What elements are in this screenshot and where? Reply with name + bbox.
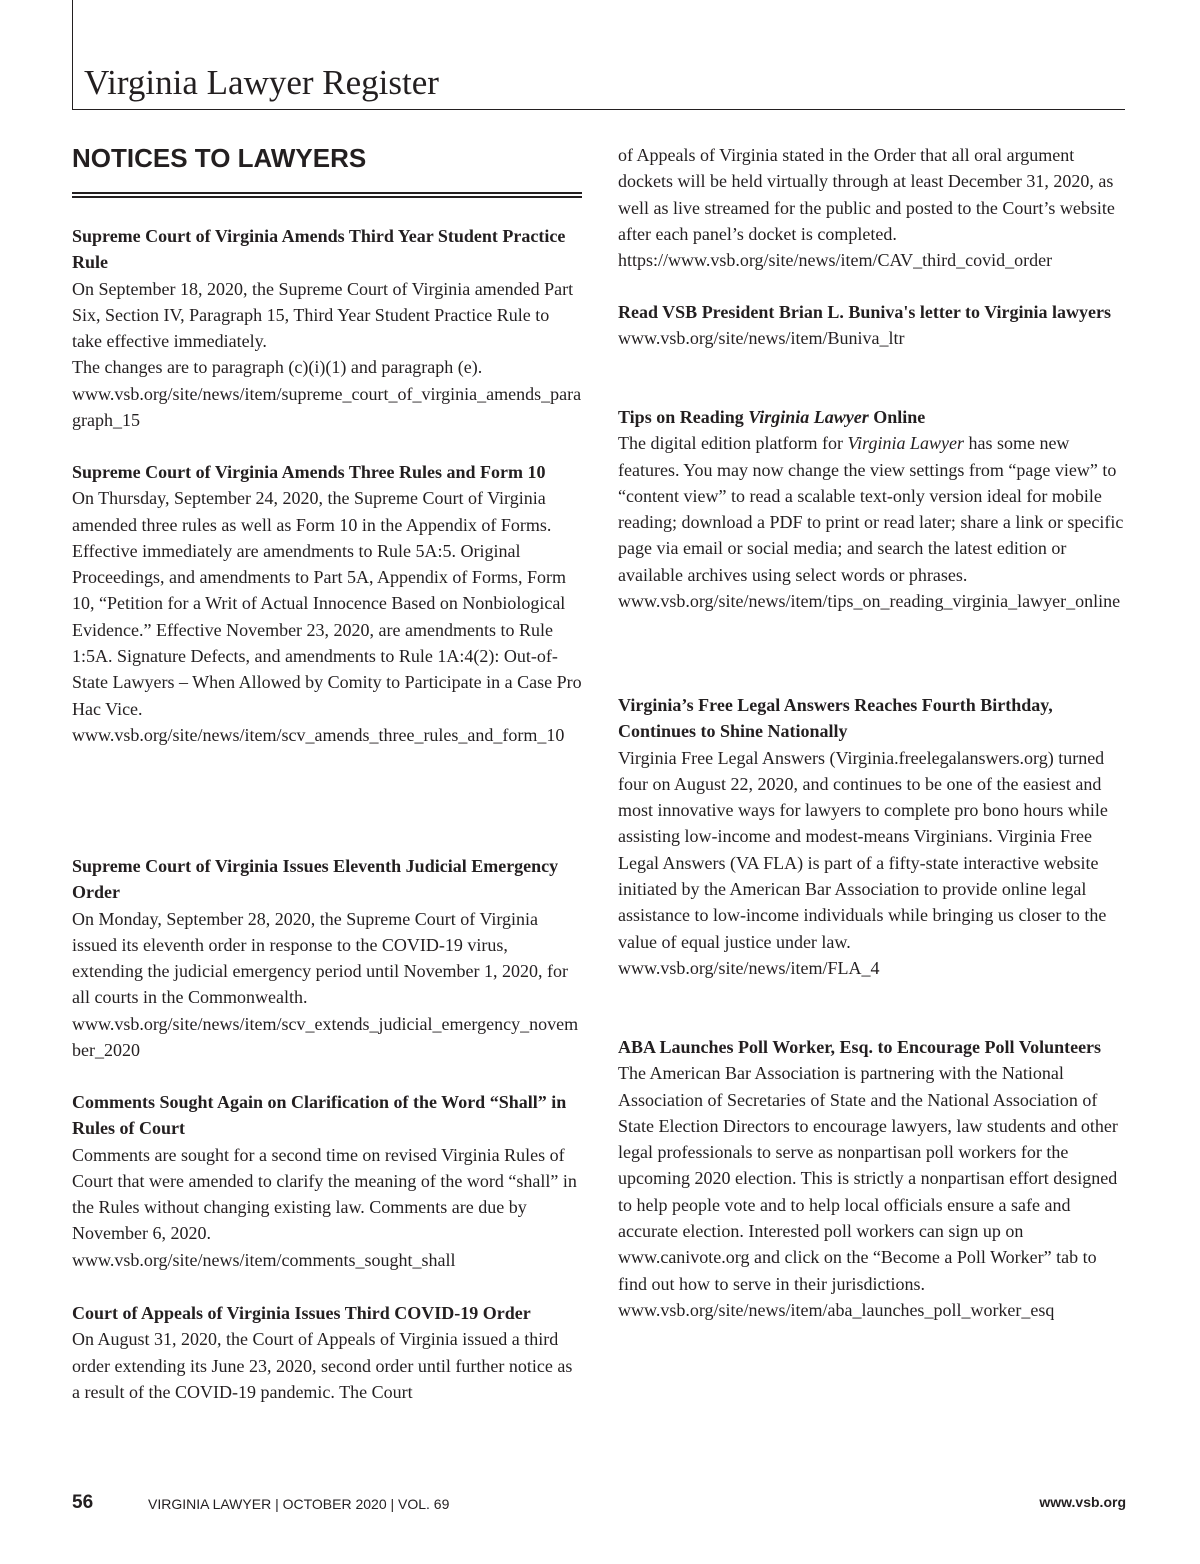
article-cav-third-covid-order-continued [618, 142, 1126, 273]
article-third-year-practice-rule [72, 223, 582, 433]
article-body: Comments are sought for a second time on revised Virginia Rules of Court that were amended to clarify the meaning of the word “shall” in the Rules without changing existing law. Comments are due by November 6, 2020. [72, 1144, 577, 1244]
article-title: Comments Sought Again on Clarification of the Word “Shall” in Rules of Court [72, 1092, 567, 1139]
notices-title: NOTICES TO LAWYERS [72, 143, 367, 173]
article-title: Supreme Court of Virginia Amends Three Rules and Form 10 [72, 462, 546, 482]
article-title: Tips on Reading Virginia Lawyer Online [618, 407, 926, 427]
article-link[interactable]: www.vsb.org/site/news/item/FLA_4 [618, 957, 880, 978]
article-link[interactable]: www.vsb.org/site/news/item/scv_extends_judicial_emergency_november_2020 [72, 1013, 579, 1061]
publication-info: VIRGINIA LAWYER | OCTOBER 2020 | VOL. 69 [148, 1496, 450, 1512]
article-buniva-letter [618, 299, 1126, 352]
article-link[interactable]: https://www.vsb.org/site/news/item/CAV_third_covid_order [618, 250, 1053, 271]
article-link[interactable]: www.vsb.org/site/news/item/tips_on_reading_virginia_lawyer_online [618, 591, 1121, 612]
article-body: The changes are to paragraph (c)(i)(1) and paragraph (e). [72, 357, 483, 378]
article-link[interactable]: www.vsb.org/site/news/item/supreme_court_of_virginia_amends_paragraph_15 [72, 383, 582, 431]
article-title: Virginia’s Free Legal Answers Reaches Fourth Birthday, Continues to Shine Nationally [618, 695, 1053, 742]
article-aba-poll-worker [618, 1034, 1126, 1323]
article-body: Effective immediately are amendments to Rule 5A:5. Original Proceedings, and amendments to Part 5A, Appendix of Forms, Form 10, “Petition for a Writ of Actual Innocence Based on Nonbiological Evidence.” Effective November 23, 2020, are amendments to Rule 1:5A. Signature Defects, and amendments to Rule 1A:4(2): Out-of-State Lawyers – When Allowed by Comity to Participate in a Case Pro Hac Vice. [72, 540, 582, 719]
article-link[interactable]: www.vsb.org/site/news/item/comments_sought_shall [72, 1249, 456, 1270]
article-body: On Thursday, September 24, 2020, the Supreme Court of Virginia amended three rules as well as Form 10 in the Appendix of Forms. [72, 488, 552, 535]
article-body: On August 31, 2020, the Court of Appeals of Virginia issued a third order extending its June 23, 2020, second order until further notice as a result of the COVID-19 pandemic. The Court [72, 1329, 573, 1402]
article-three-rules-form-10 [72, 459, 582, 748]
article-eleventh-emergency-order [72, 853, 582, 1063]
article-link[interactable]: www.vsb.org/site/news/item/aba_launches_poll_worker_esq [618, 1299, 1055, 1320]
article-link[interactable]: www.vsb.org/site/news/item/Buniva_ltr [618, 328, 905, 349]
article-title: ABA Launches Poll Worker, Esq. to Encourage Poll Volunteers [618, 1037, 1102, 1057]
article-link[interactable]: www.vsb.org/site/news/item/scv_amends_three_rules_and_form_10 [72, 724, 565, 745]
website-link[interactable]: www.vsb.org [1039, 1494, 1126, 1510]
article-cav-third-covid-order [72, 1300, 582, 1405]
header-horizontal-rule [72, 109, 1125, 110]
section-title: Virginia Lawyer Register [84, 63, 439, 102]
header-vertical-rule [72, 0, 73, 110]
article-tips-reading-online [618, 404, 1126, 614]
article-free-legal-answers [618, 692, 1126, 981]
article-body: The American Bar Association is partnering with the National Association of Secretaries of State and the National Association of State Election Directors to encourage lawyers, law students and other legal professionals to serve as nonpartisan poll workers for the upcoming 2020 election. This is strictly a nonpartisan effort designed to help people vote and to help local officials ensure a safe and accurate election. Interested poll workers can sign up on www.canivote.org and click on the “Become a Poll Worker” tab to find out how to serve in their jurisdictions. [618, 1063, 1118, 1294]
article-body: Virginia Free Legal Answers (Virginia.freelegalanswers.org) turned four on August 22, 2020, and continues to be one of the easiest and most innovative ways for lawyers to complete pro bono hours while assisting low-income and modest-means Virginians. Virginia Free Legal Answers (VA FLA) is part of a fifty-state interactive website initiated by the American Bar Association to provide online legal assistance to low-income individuals while bringing us closer to the value of equal justice under law. [618, 747, 1108, 952]
article-body: On September 18, 2020, the Supreme Court of Virginia amended Part Six, Section IV, Paragraph 15, Third Year Student Practice Rule to take effective immediately. [72, 278, 574, 352]
double-rule-divider [72, 192, 582, 198]
page-number: 56 [72, 1492, 94, 1513]
article-body: The digital edition platform for Virginia Lawyer has some new features. You may now change the view settings from “page view” to “content view” to read a scalable text-only version ideal for mobile reading; download a PDF to print or read later; share a link or specific page via email or social media; and search the latest edition or available archives using select words or phrases. [618, 433, 1124, 585]
article-title: Supreme Court of Virginia Amends Third Year Student Practice Rule [72, 226, 566, 273]
article-comments-shall [72, 1089, 582, 1273]
article-title: Court of Appeals of Virginia Issues Third COVID-19 Order [72, 1303, 531, 1323]
article-body: On Monday, September 28, 2020, the Supreme Court of Virginia issued its eleventh order in response to the COVID-19 virus, extending the judicial emergency period until November 1, 2020, for all courts in the Commonwealth. [72, 908, 569, 1008]
article-title: Read VSB President Brian L. Buniva's letter to Virginia lawyers [618, 302, 1112, 322]
article-title: Supreme Court of Virginia Issues Eleventh Judicial Emergency Order [72, 856, 559, 903]
article-body: of Appeals of Virginia stated in the Order that all oral argument dockets will be held virtually through at least December 31, 2020, as well as live streamed for the public and posted to the Court’s website after each panel’s docket is completed. [618, 145, 1115, 244]
